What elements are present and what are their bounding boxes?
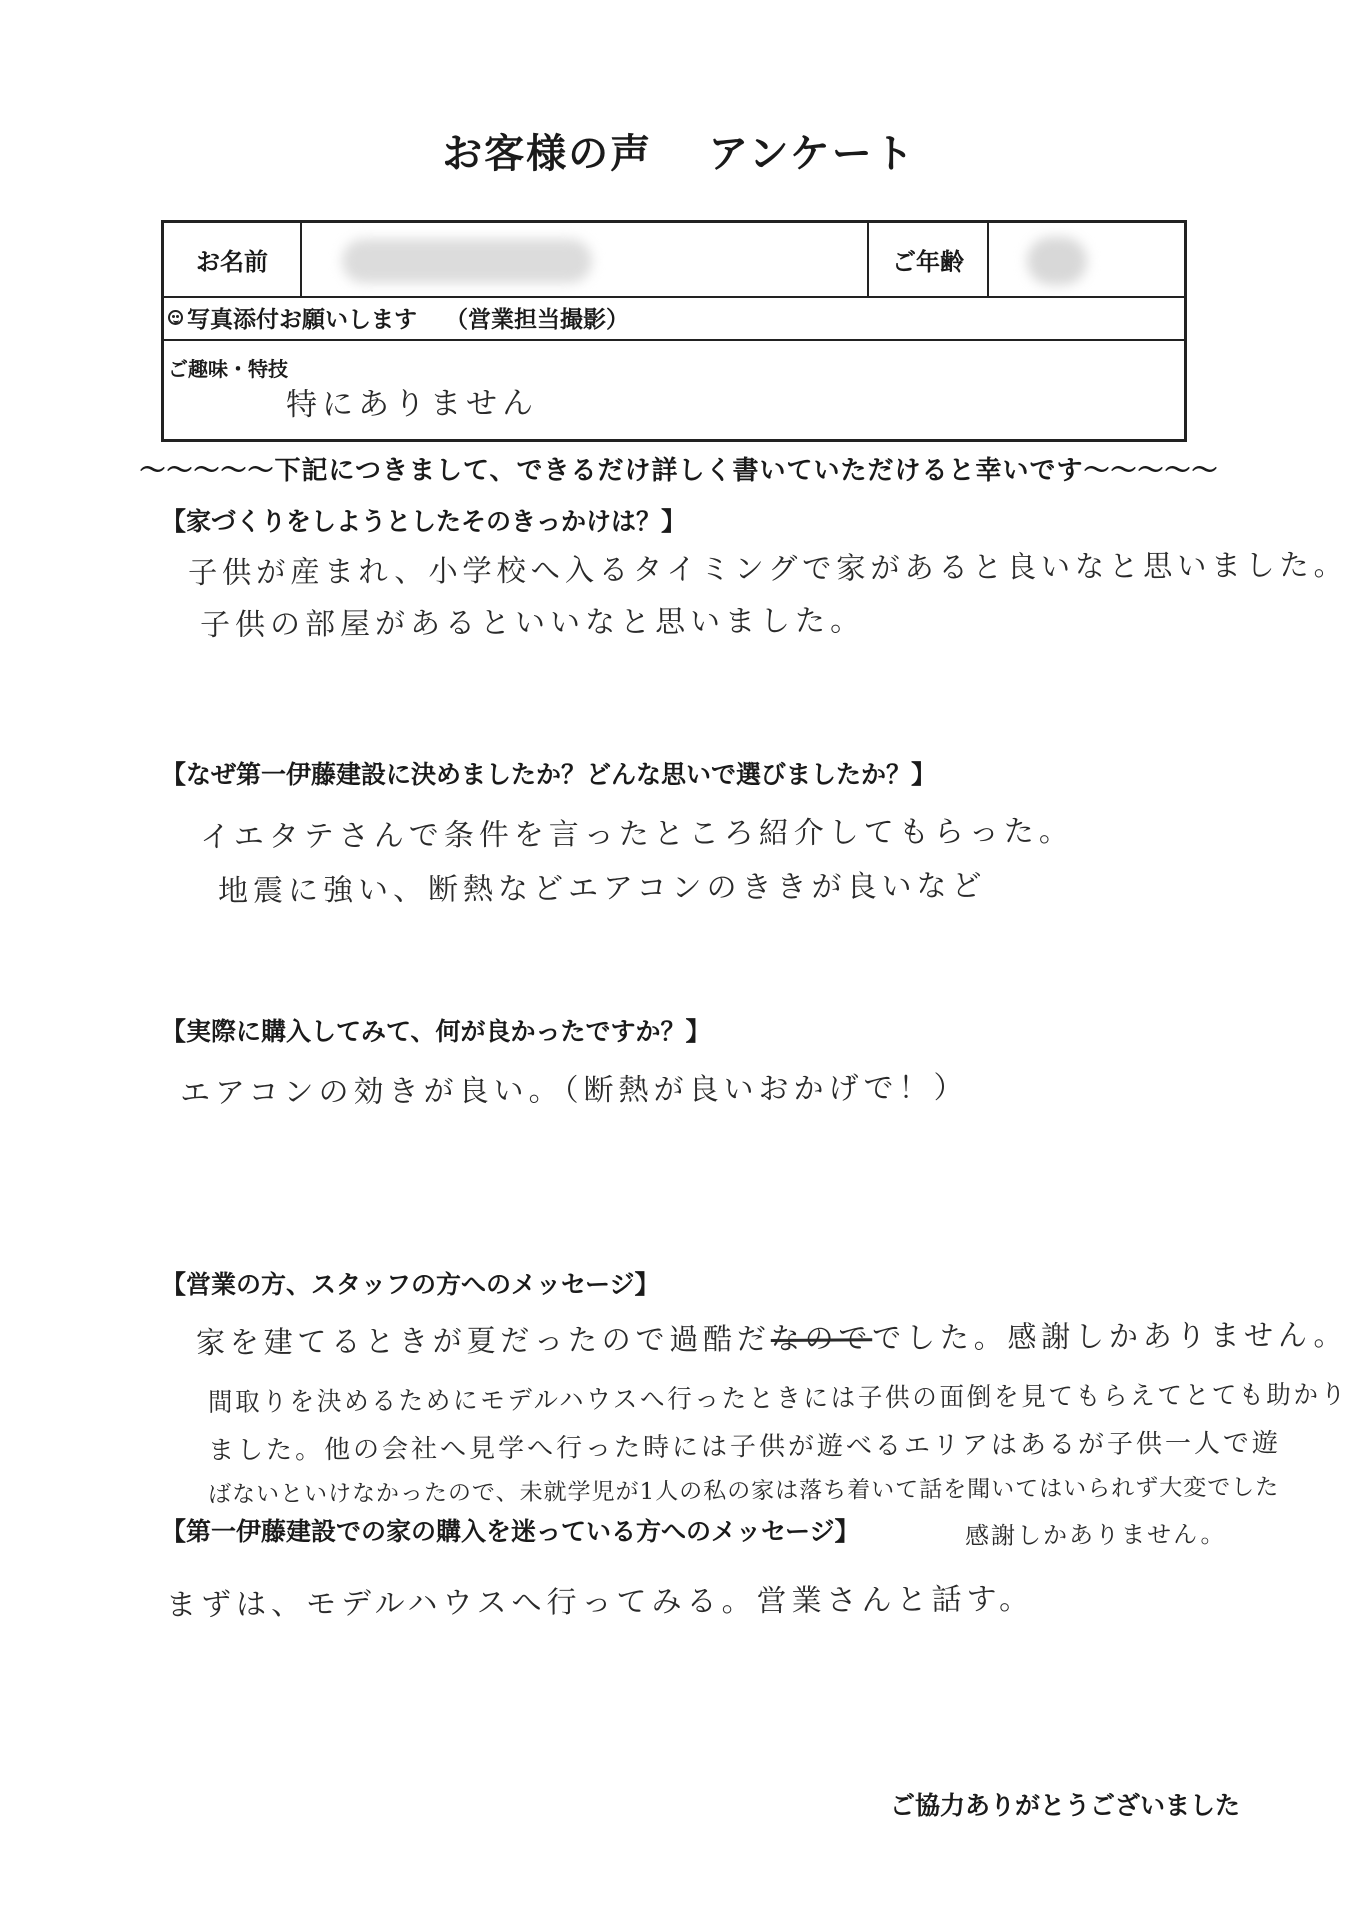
question-4-answer-4: ばないといけなかったので、未就学児が1人の私の家は落ち着いて話を聞いてはいられず大変でした	[207, 1474, 1280, 1508]
question-1-answer-1: 子供が産まれ、小学校へ入るタイミングで家があると良いなと思いました。	[187, 547, 1348, 591]
photo-by-sales-text: （営業担当撮影）	[445, 307, 629, 333]
name-label: お名前	[164, 223, 302, 296]
question-1-answer-2: 子供の部屋があるといいなと思いました。	[199, 603, 866, 643]
question-2-heading: 【なぜ第一伊藤建設に決めましたか？どんな思いで選びましたか？】	[161, 760, 937, 789]
hobby-row	[164, 339, 1184, 439]
question-4-answer-1	[196, 1310, 1348, 1362]
survey-title	[0, 122, 1358, 179]
question-4-answer-3: ました。他の会社へ見学へ行った時には子供が遊べるエリアはあるが子供一人で遊	[207, 1428, 1282, 1466]
hobby-answer: 特にありません	[285, 385, 539, 423]
question-4-answer-5: 感謝しかありません。	[964, 1520, 1227, 1550]
instruction-line: ～～～～～下記につきまして、できるだけ詳しく書いていただけると幸いです～～～～～	[139, 456, 1219, 486]
question-1-heading: 【家づくりをしようとしたそのきっかけは？】	[161, 507, 687, 536]
closing-thanks: ご協力ありがとうございました	[889, 1791, 1240, 1820]
question-5-answer-1: まずは、モデルハウスへ行ってみる。営業さんと話す。	[165, 1581, 1035, 1623]
struck-text: なので	[770, 1321, 873, 1357]
age-label: ご年齢	[869, 223, 989, 296]
question-2-answer-1: イエタテさんで条件を言ったところ紹介してもらった。	[199, 813, 1074, 855]
question-3-heading: 【実際に購入してみて、何が良かったですか？】	[161, 1017, 711, 1046]
customer-info-table	[161, 220, 1187, 442]
answer-text-cont: でした。感謝しかありません。	[872, 1317, 1348, 1357]
question-4-heading: 【営業の方、スタッフの方へのメッセージ】	[161, 1270, 660, 1299]
survey-title-main: お客様の声	[442, 131, 653, 177]
question-2-answer-2: 地震に強い、断熱などエアコンのききが良いなど	[217, 868, 987, 909]
name-blur	[342, 239, 592, 283]
answer-text: 家を建てるときが夏だったので過酷だ	[195, 1321, 771, 1361]
photo-row	[164, 296, 1184, 341]
age-value-redacted	[989, 223, 1184, 296]
name-age-row	[164, 223, 1184, 298]
name-value-redacted	[302, 223, 869, 296]
question-3-answer-1: エアコンの効きが良い。（断熱が良いおかげで！）	[179, 1070, 969, 1111]
smiley-icon	[168, 310, 183, 325]
survey-title-sub: アンケート	[708, 131, 916, 177]
photo-request-text: 写真添付お願いします	[187, 307, 417, 333]
question-5-heading: 【第一伊藤建設での家の購入を迷っている方へのメッセージ】	[161, 1517, 860, 1546]
hobby-label: ご趣味・特技	[168, 357, 288, 381]
age-blur	[1027, 237, 1087, 285]
question-4-answer-2: 間取りを決めるためにモデルハウスへ行ったときには子供の面倒を見てもらえてとても助かり	[207, 1380, 1349, 1418]
